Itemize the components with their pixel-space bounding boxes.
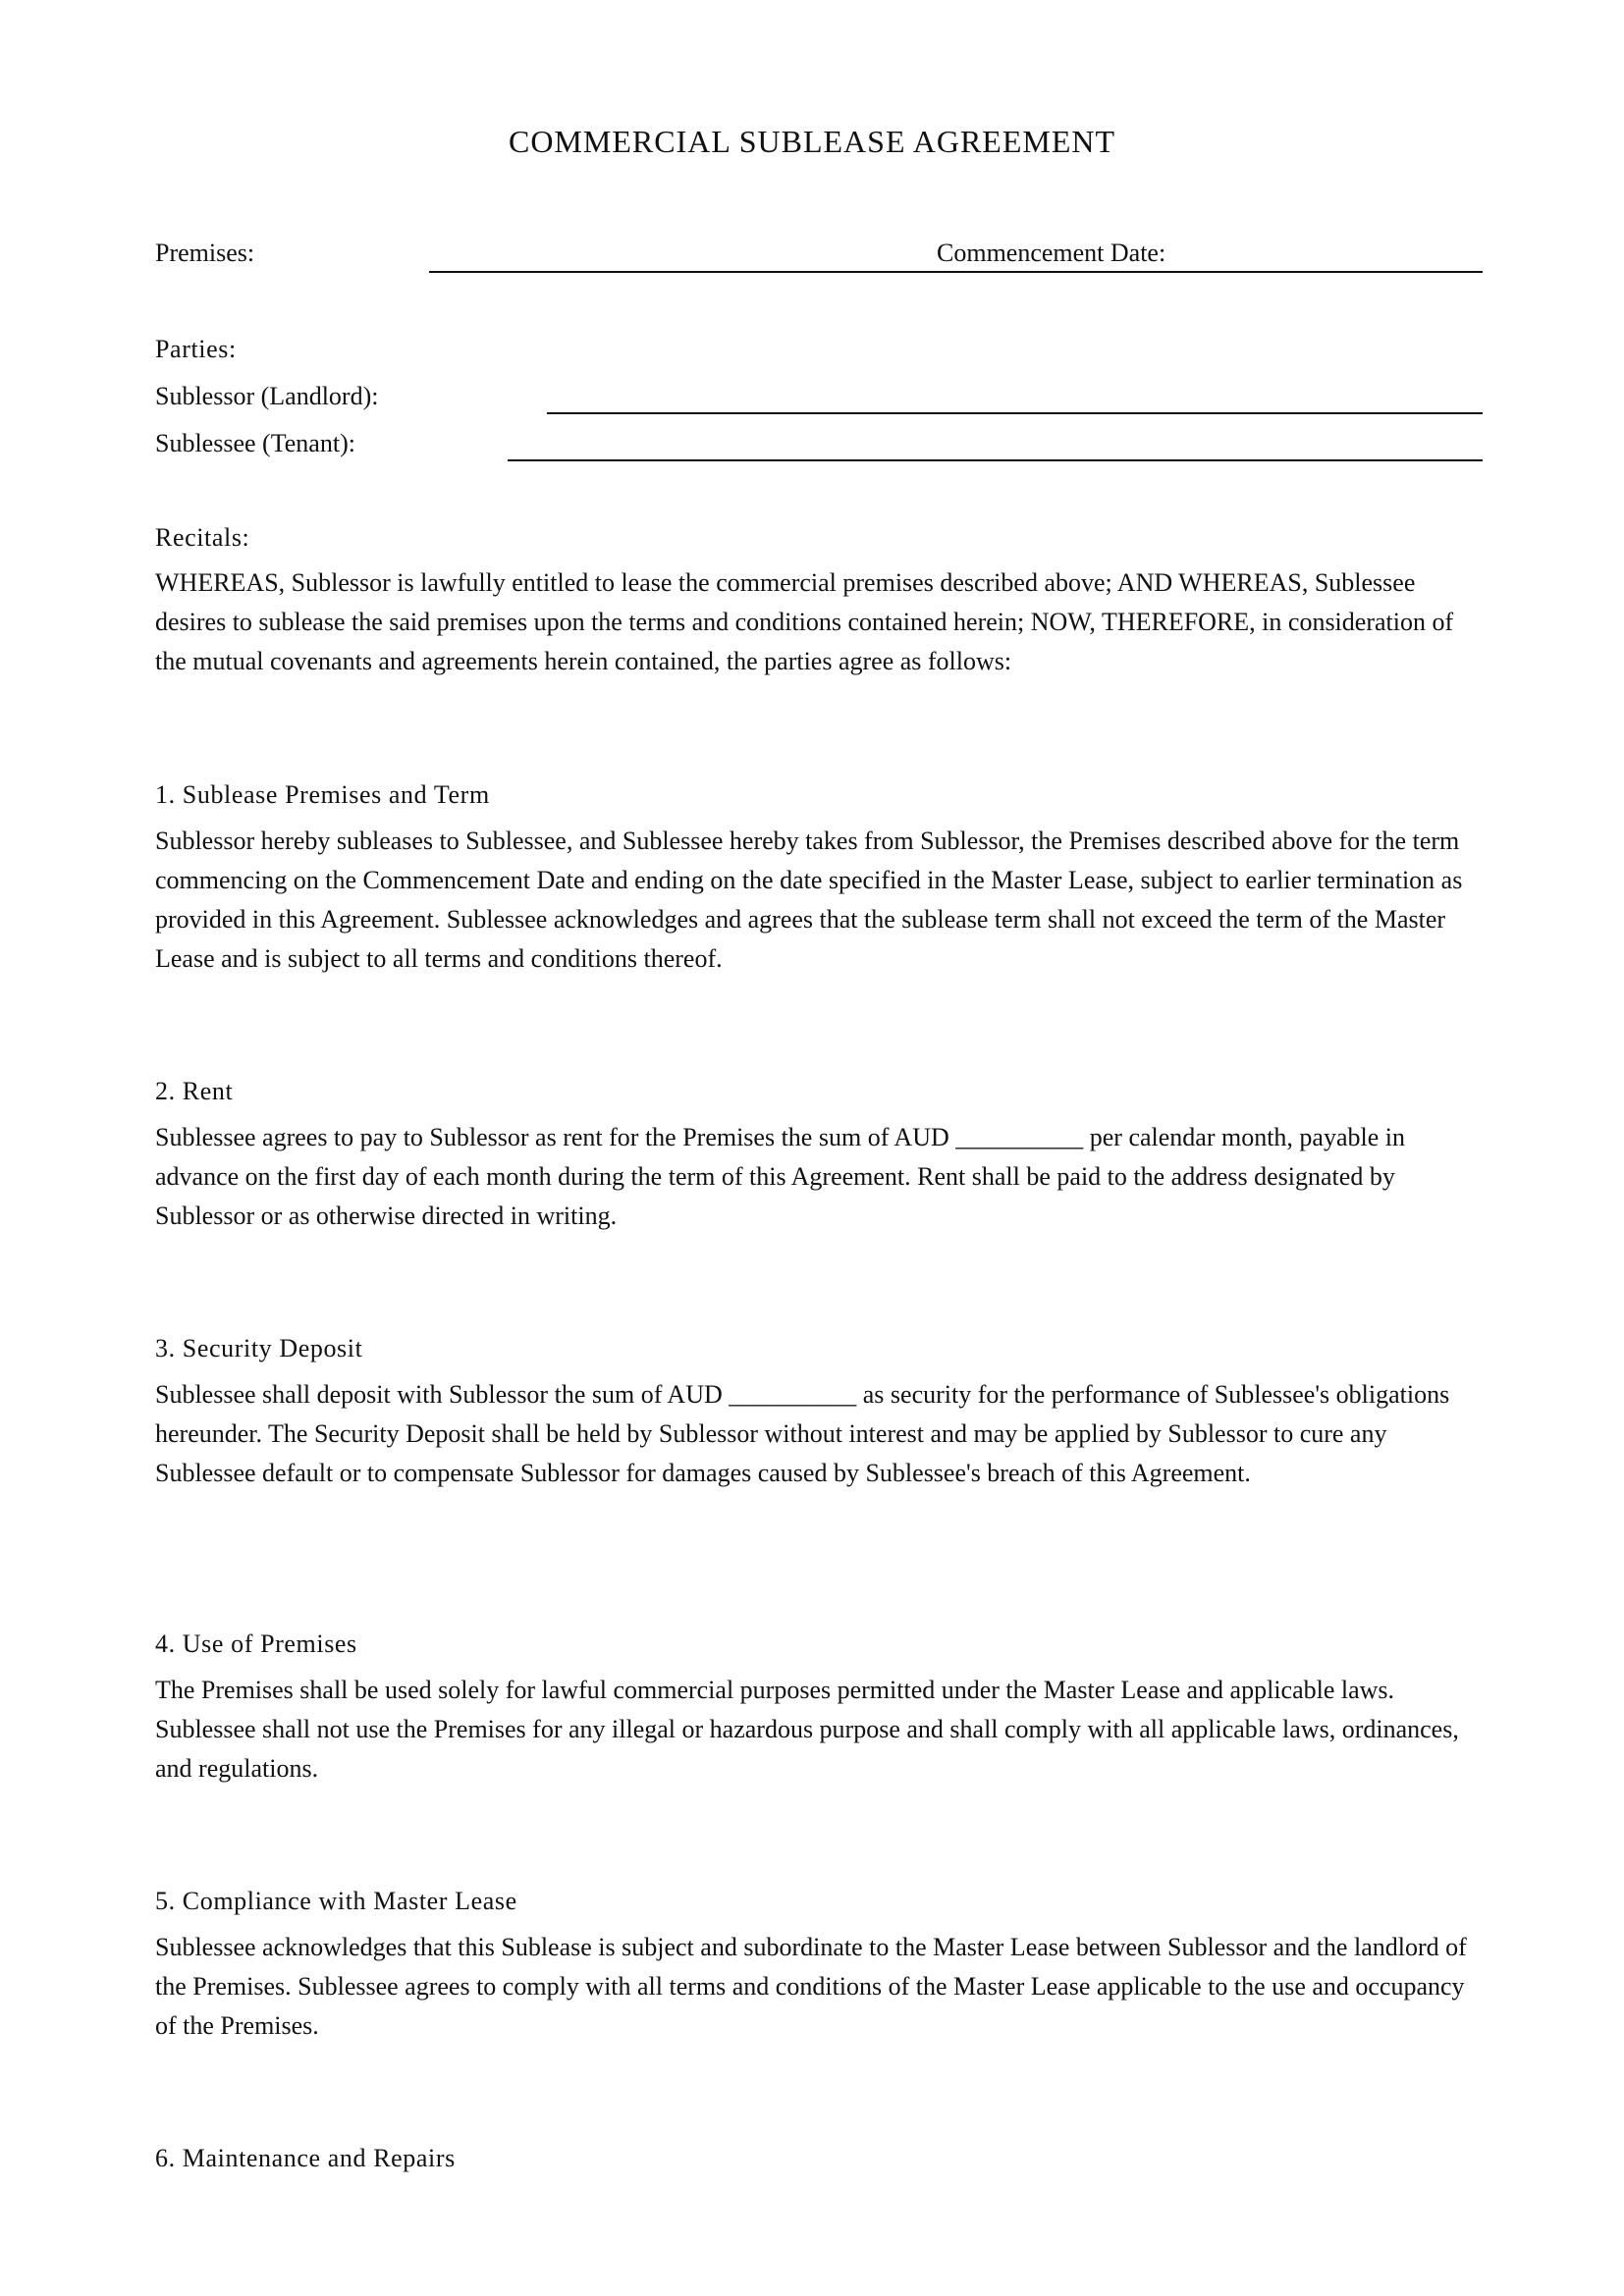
section-5-heading: 5. Compliance with Master Lease (155, 1887, 517, 1915)
sublessee-line (508, 459, 1483, 461)
section-3-text: Sublessee shall deposit with Sublessor the sum of AUD __________ as security for the performance of Sublessee's obligations hereunder. The Security Deposit shall be held by Sublessor without interest and may be applied by Sublessor to cure any Sublessee default or to compensate Sublessor for damages caused by Sublessee's breach of this Agreement. (155, 1380, 1450, 1487)
section-2-heading: 2. Rent (155, 1077, 234, 1105)
recitals-text: WHEREAS, Sublessor is lawfully entitled to lease the commercial premises described above; AND WHEREAS, Sublessee desires to sublease the said premises upon the terms and conditions contained herein; NOW, THEREFORE, in consideration of the mutual covenants and agreements herein contained, the parties agree as follows: (155, 568, 1454, 675)
section-1-heading: 1. Sublease Premises and Term (155, 780, 490, 809)
section-3-heading: 3. Security Deposit (155, 1334, 363, 1362)
premises-label: Premises: (155, 239, 255, 267)
section-2-text: Sublessee agrees to pay to Sublessor as rent for the Premises the sum of AUD __________ per calendar month, payable in advance on the first day of each month during the term of this Agreement. Rent shall be paid to the address designated by Sublessor or as otherwise directed in writing. (155, 1123, 1405, 1230)
section-5-text: Sublessee acknowledges that this Sublease is subject and subordinate to the Master Lease between Sublessor and the landlord of the Premises. Sublessee agrees to comply with all terms and conditions of the Master Lease applicable to the use and occupancy of the Premises. (155, 1933, 1467, 2040)
document-title: COMMERCIAL SUBLEASE AGREEMENT (508, 124, 1116, 159)
section-6-heading: 6. Maintenance and Repairs (155, 2144, 456, 2172)
section-4-heading: 4. Use of Premises (155, 1629, 357, 1658)
recitals-heading: Recitals: (155, 523, 250, 552)
section-1-text: Sublessor hereby subleases to Sublessee, and Sublessee hereby takes from Sublessor, the Premises described above for the term commencing on the Commencement Date and ending on the date specified in the Master Lease, subject to earlier termination as provided in this Agreement. Sublessee acknowledges and agrees that the sublease term shall not exceed the term of the Master Lease and is subject to all terms and conditions thereof. (155, 827, 1463, 973)
parties-label: Parties: (155, 335, 237, 363)
commencement-date-label: Commencement Date: (937, 239, 1166, 267)
sublessee-label: Sublessee (Tenant): (155, 429, 355, 457)
premises-line (429, 271, 1483, 273)
sublessor-label: Sublessor (Landlord): (155, 382, 379, 410)
sublessor-line (547, 412, 1483, 414)
section-4-text: The Premises shall be used solely for lawful commercial purposes permitted under the Master Lease and applicable laws. Sublessee shall not use the Premises for any illegal or hazardous purpose and shall comply with all applicable laws, ordinances, and regulations. (155, 1676, 1459, 1783)
